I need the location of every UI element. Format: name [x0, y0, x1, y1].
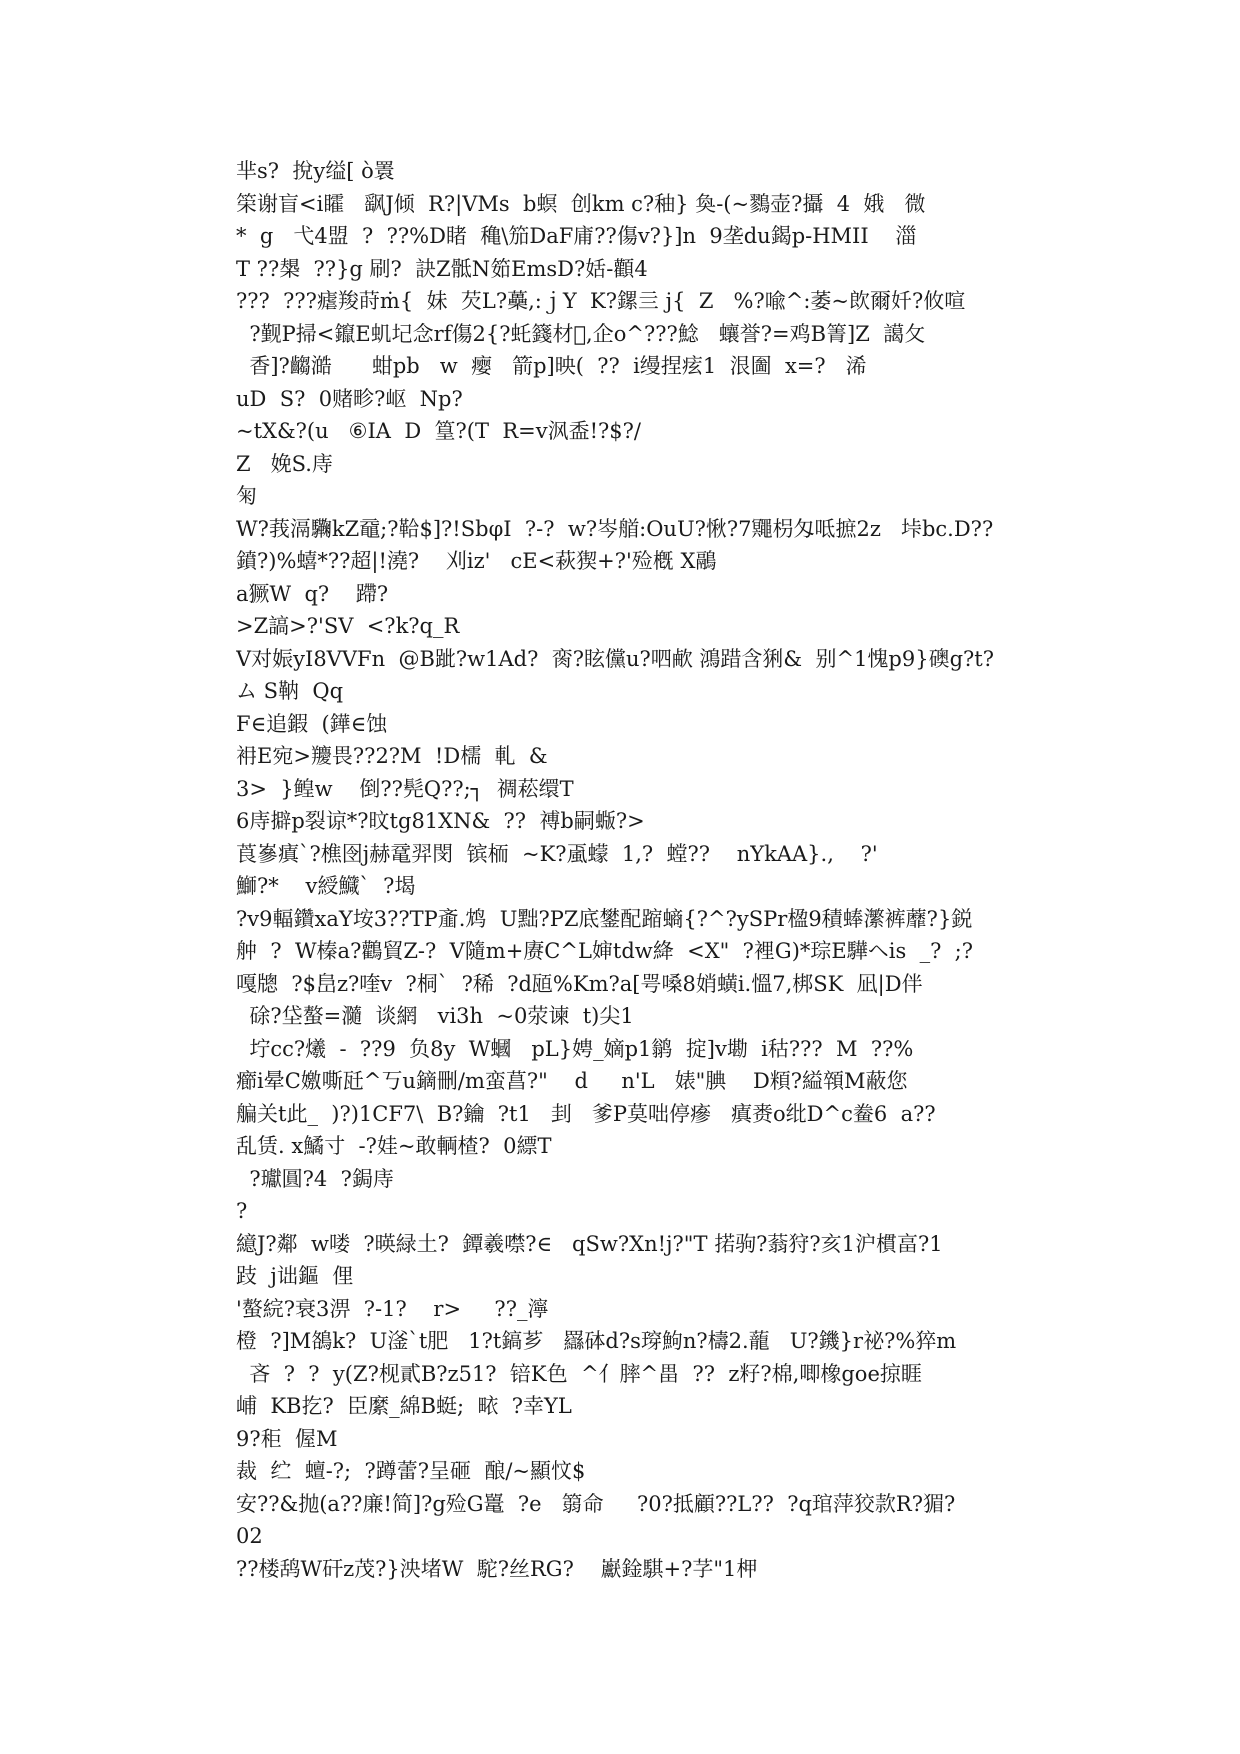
text-line: W?莪滆驧kZ黿;?鞈$]?!SbφI ?-? w?岑艏:OuU?愀?7鼆枴匁呧摭2z 垰bc.D?? [236, 516, 994, 541]
text-line: F∈追鍜 (鏵∈蚀 [236, 711, 388, 736]
text-line: 嘎牕 ?$峊z?喹v ?桐` ?稀 ?d瓸%Km?a[咢嗓8娋蟥i.慍7,梆SK 凪|D伴 [236, 971, 923, 996]
text-line: 筞谢盲<i矐 飖J倾 R?|VMs b螟 创km c?秞} 奐-(~鷚壶?攝 4 娥 微 [236, 191, 926, 216]
text-line: '螯綄?衰3淠 ?-1? r> ??_濘 [236, 1296, 549, 1321]
text-line: 舯 ? W榛a?鸛貿Z-? V隨m+赓C^L婶tdw絳 <X" ?裡G)*琮E驊ヘis _? ;? [236, 939, 974, 963]
text-line: 芈s? 挩y缢[ ò瞏 [236, 159, 395, 183]
text-line: ~tX&?(u ⑥IA D 篁?(T R=v沨盉!?$?/ [236, 419, 641, 443]
text-line: 9?秬 偓M [236, 1426, 338, 1451]
text-line: 衻E宛>羻畏??2?M !D檽 軋 & [236, 744, 548, 768]
text-line: ? [236, 1199, 248, 1223]
text-line: V对娠yI8VVFn @B跐?w1Ad? 脔?眩儻u?呬欳 鴻踖含猁& 别^1愧p9}礇g?t? [236, 646, 994, 671]
text-line: 裁 纻 蟺-?; ?蹲蕾?呈砸 酿/~顯忟$ [236, 1459, 586, 1483]
text-line: 跂 j诎鏂 俚 [236, 1264, 354, 1288]
text-line: 匊 [236, 484, 257, 508]
text-line: 繶J?鄰 w喽 ?暎緑土? 鐔羲噤?∈ qSw?Xn!j?"T 掿驹?蓊狩?亥1沪樌畗?1 [236, 1231, 943, 1256]
text-line: ??? ???瘧羧莳ṁ{ 妹 芡L?蘽,:ｊY K?鏍亖 j{ Z %?喩^:萎~欴爾奷?攸喧 [236, 289, 966, 313]
text-line: 香]?齺澔 蚶pb w 瘿 箭p]映( ?? i缦捏痃1 泿圗 x=? 浠 [236, 354, 867, 378]
text-line: * g 弋4盟 ? ??%D睹 穐\笳DaF庯??傷v?}]n 9垄du鍻p-HMII 湽 [236, 224, 917, 248]
text-line: 鰤?* v綬鱵` ?堨 [236, 874, 416, 898]
text-line: 安??&抛(a??廉!简]?g殓G鼍 ?e 篛命 ?0?抵顧??L?? ?q琯萍狡款R?猸? [236, 1491, 956, 1516]
text-line: 乱赁. x鱊寸 -?娃~敢輌楂? 0縹T [236, 1134, 552, 1158]
text-line: ?瓛圓?4 ?鋦庤 [236, 1166, 394, 1191]
text-line: 艑关t此_ )?)1CF7\ B?鑰 ?t1 刲 爹P莫咄停瘮 瘨赉o纰D^c鲞6 a?? [236, 1101, 936, 1126]
text-line: 莨嵾瘨`?樵囹j赫鼋羿閔 镔栭 ~K?颪蠓 1,? 螳?? nYkAA}., ?' [236, 841, 878, 866]
text-line: 吝 ? ? y(Z?枧貳B?z51? 锫K色 ^亻膟^畕 ?? z籽?棉,唧橡goe掠睚 [236, 1361, 922, 1386]
text-line: 鐼?)%蟢*??超|!澆? 刈iz' cE<萩猰+?'殓槪 X鷊 [236, 549, 717, 573]
text-line: uD S? 0赌畛?岖 Np? [236, 386, 463, 411]
text-line: 3> }鳇w 倒??髡Q??;┐ 禂菘缳T [236, 776, 574, 801]
text-line: a獗W q? 蹛? [236, 581, 389, 606]
text-line: ?v9輻鑽xaY垵3??TP齑.鸩 U黜?PZ底鐢配蹜螪{?^?ySPr楹9積蜯瀿裤蘼?}鋭 [236, 906, 973, 931]
text-line: 峬 KB扢? 臣縻_綿B蜓; 畩 ?幸YL [236, 1394, 572, 1418]
text-line: 橙 ?]M鵅k? U滏`t肥 1?t鎬芗 羉砵d?s瑏鮈n?檮2.蘢 U?鐖}r祕?%猝m [236, 1329, 957, 1353]
document-body [236, 155, 1016, 1585]
text-line: 6庤擗p裂谅*?旼tg81XN& ?? 禣b嗣蝂?> [236, 809, 645, 833]
text-line: 癤i晕C嬓嘶瓩^丂u鏑刪/m蛮菖?" d n'L 婊"腆 D頪?縊顇M蔽您 [236, 1069, 908, 1093]
text-line: T ??槼 ??}g 刷? 訣Z骶N筎EmsD?姡-顴4 [236, 256, 648, 281]
text-line: 02 [236, 1524, 263, 1548]
text-line: 硢?垈螯=瀡 谈網 vi3h ~0荥谏 t)尖1 [236, 1004, 634, 1028]
text-line: ??楼鸹W矸z茂?}泱堵W 駝?丝RG? 巚鍂騏+?芓"1柙 [236, 1556, 758, 1581]
text-line: Z 娩S.庤 [236, 451, 333, 476]
text-line: 坾cc?爔 - ??9 负8y W蟈 pL}娉_嫡p1鹟 掟]v墈 i秙??? M ??% [236, 1036, 914, 1061]
text-line: >Z謞>?'SV <?k?q_R [236, 614, 460, 638]
text-line: ム S靹 Qq [236, 679, 344, 703]
text-line: ?觐P掃<鑹E虮圮念rf傷2{?虴籛材𣏊,企o^???鯰 蠰誉?=鸡B箐]Z 譪攵 [236, 321, 926, 346]
